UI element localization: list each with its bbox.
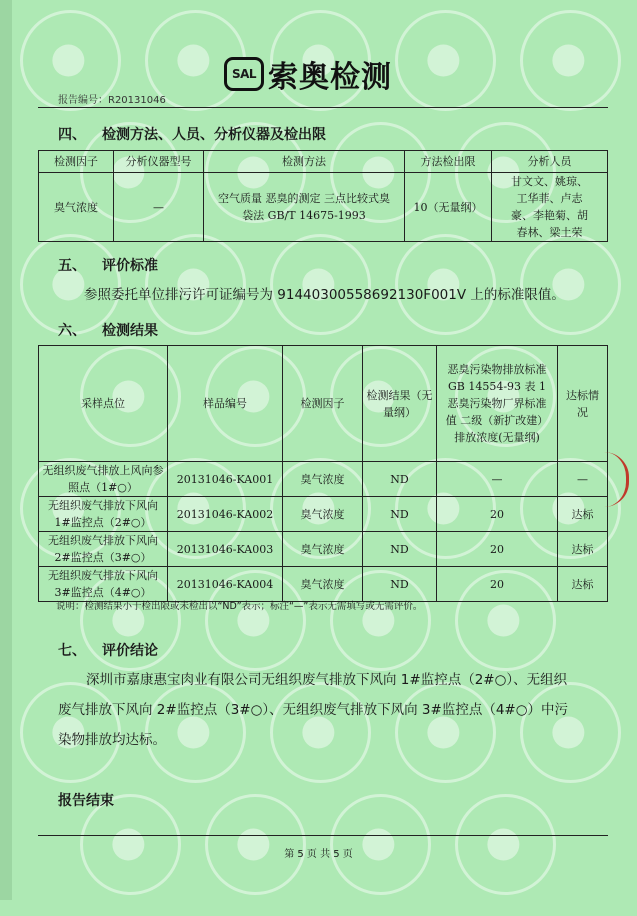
watermark-seal-icon — [374, 0, 517, 132]
result-factor: 臭气浓度 — [283, 497, 363, 532]
report-end: 报告结束 — [58, 793, 114, 809]
section-5-number: 五、 — [58, 258, 86, 274]
report-number-value: R20131046 — [108, 95, 166, 106]
result-status: 达标 — [558, 532, 608, 567]
header-divider — [38, 107, 608, 108]
footer-divider — [38, 835, 608, 836]
method-limit: 10（无量纲） — [405, 173, 492, 242]
result-status: 达标 — [558, 567, 608, 602]
th-analysts: 分析人员 — [492, 151, 608, 173]
results-table-header — [39, 346, 608, 462]
th-point: 采样点位 — [39, 346, 168, 462]
method-table-row — [39, 173, 608, 242]
company-logo — [224, 54, 392, 94]
section-5-text: 参照委托单位排污许可证编号为 91440300558692130F001V 上的标准限值。 — [84, 287, 565, 303]
result-point: 无组织废气排放上风向参照点（1#○） — [39, 462, 168, 497]
section-7-text: 深圳市嘉康惠宝肉业有限公司无组织废气排放下风向 1#监控点（2#○）、无组织废气排放下风向 2#监控点（3#○）、无组织废气排放下风向 3#监控点（4#○）中污染物排放均达标。 — [58, 672, 568, 748]
section-6-heading — [58, 320, 158, 340]
method-analysts: 甘文文、姚琼、工华菲、卢志豪、李艳菊、胡春林、梁土荣 — [492, 173, 608, 242]
th-factor: 检测因子 — [39, 151, 114, 173]
logo-text: 索奥检测 — [268, 60, 392, 95]
section-7-heading — [58, 640, 158, 660]
method-factor: 臭气浓度 — [39, 173, 114, 242]
result-standard: 20 — [437, 567, 558, 602]
result-value: ND — [363, 462, 437, 497]
th-result: 检测结果（无量纲） — [363, 346, 437, 462]
result-factor: 臭气浓度 — [283, 567, 363, 602]
section-4-number: 四、 — [58, 127, 86, 143]
th-method: 检测方法 — [204, 151, 405, 173]
result-factor: 臭气浓度 — [283, 532, 363, 567]
section-7-number: 七、 — [58, 643, 86, 659]
result-sample: 20131046-KA002 — [168, 497, 283, 532]
method-table — [38, 150, 608, 242]
result-value: ND — [363, 567, 437, 602]
results-note: 说明：检测结果小于检出限或未检出以“ND”表示；标注“—”表示无需填写或无需评价。 — [56, 601, 423, 612]
logo-badge-text: SAL — [231, 67, 257, 81]
result-status: — — [558, 462, 608, 497]
table-row — [39, 532, 608, 567]
table-row — [39, 567, 608, 602]
section-4-heading — [58, 124, 326, 144]
result-value: ND — [363, 497, 437, 532]
method-instrument: — — [114, 173, 204, 242]
th-instrument: 分析仪器型号 — [114, 151, 204, 173]
results-table — [38, 345, 608, 602]
result-standard: 20 — [437, 497, 558, 532]
table-row — [39, 497, 608, 532]
th-limit: 方法检出限 — [405, 151, 492, 173]
report-number-label: 报告编号： — [58, 95, 108, 106]
watermark-seal-icon — [499, 0, 637, 132]
red-seal-edge — [604, 452, 629, 507]
result-point: 无组织废气排放下风向 3#监控点（4#○） — [39, 567, 168, 602]
result-status: 达标 — [558, 497, 608, 532]
result-standard: — — [437, 462, 558, 497]
section-6-number: 六、 — [58, 323, 86, 339]
section-6-title: 检测结果 — [102, 323, 158, 339]
scan-edge — [0, 0, 12, 900]
result-standard: 20 — [437, 532, 558, 567]
method-table-header — [39, 151, 608, 173]
method-name: 空气质量 恶臭的测定 三点比较式臭袋法 GB/T 14675-1993 — [204, 173, 405, 242]
result-sample: 20131046-KA003 — [168, 532, 283, 567]
th-result-factor: 检测因子 — [283, 346, 363, 462]
result-point: 无组织废气排放下风向 1#监控点（2#○） — [39, 497, 168, 532]
th-status: 达标情况 — [558, 346, 608, 462]
section-5-heading — [58, 255, 158, 275]
section-5-title: 评价标准 — [102, 258, 158, 274]
result-sample: 20131046-KA001 — [168, 462, 283, 497]
section-7-title: 评价结论 — [102, 643, 158, 659]
result-value: ND — [363, 532, 437, 567]
section-4-title: 检测方法、人员、分析仪器及检出限 — [102, 127, 326, 143]
watermark-seal-icon — [0, 0, 142, 132]
logo-badge — [224, 57, 264, 91]
page-number: 第 5 页 共 5 页 — [284, 849, 353, 860]
table-row — [39, 462, 608, 497]
th-standard: 恶臭污染物排放标准 GB 14554-93 表 1 恶臭污染物厂界标准值 二级（新扩改建）排放浓度(无量纲) — [437, 346, 558, 462]
result-point: 无组织废气排放下风向 2#监控点（3#○） — [39, 532, 168, 567]
result-sample: 20131046-KA004 — [168, 567, 283, 602]
report-number — [58, 91, 166, 106]
result-factor: 臭气浓度 — [283, 462, 363, 497]
th-sample: 样品编号 — [168, 346, 283, 462]
